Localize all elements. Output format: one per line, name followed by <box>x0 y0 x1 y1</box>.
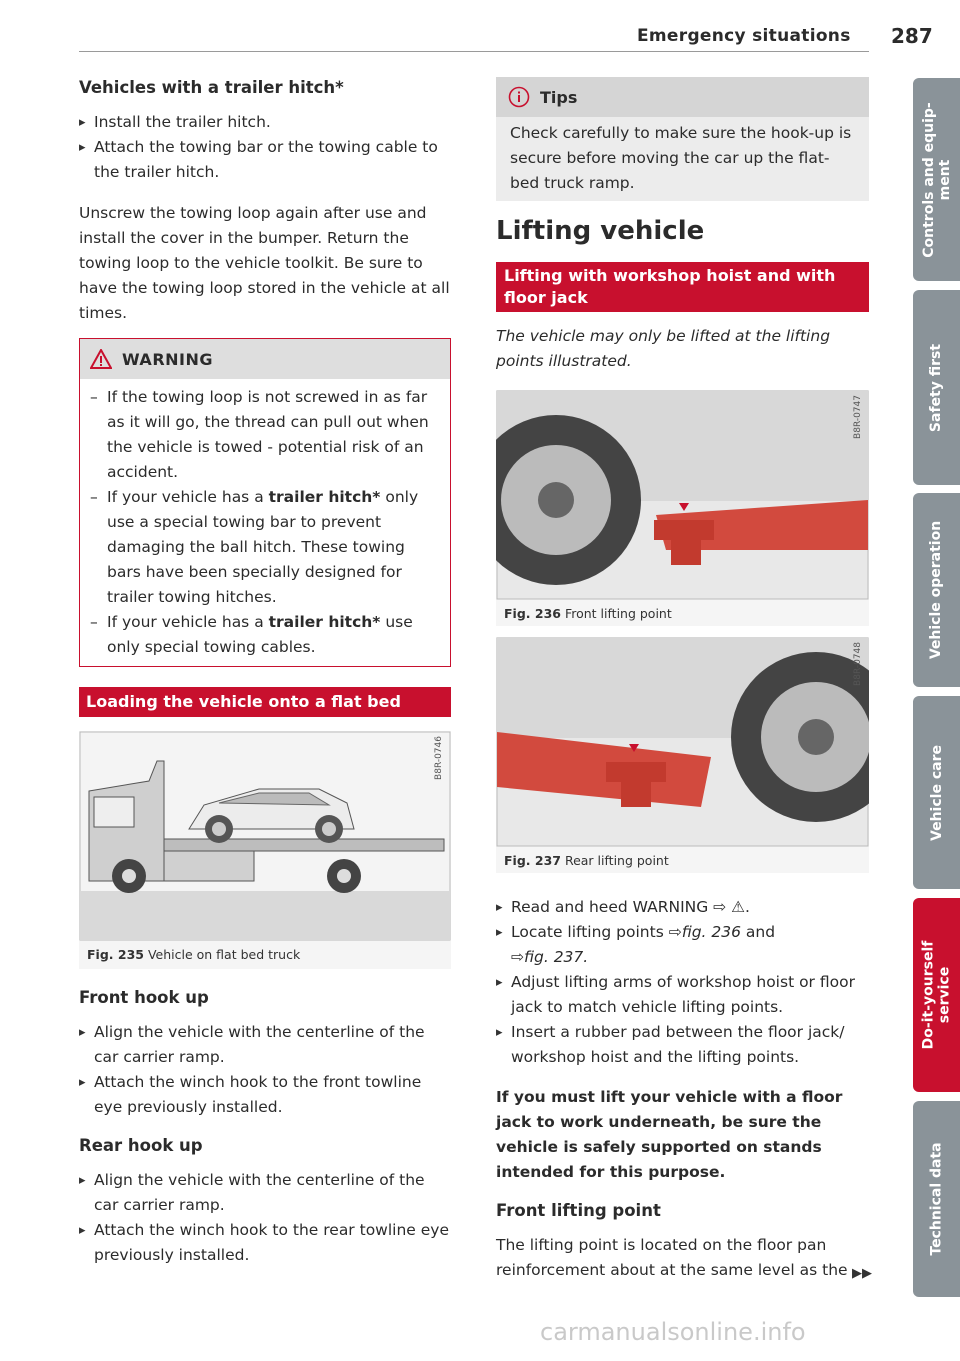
figure-code: B8R-0747 <box>853 395 863 439</box>
lifting-step: ▸ Locate lifting points ⇨fig. 236 and ⇨fig. 237. <box>496 920 869 970</box>
tips-label: Tips <box>540 87 578 107</box>
rear-hook-heading: Rear hook up <box>79 1136 203 1155</box>
tab-vehicle-operation[interactable]: Vehicle operation <box>913 493 960 687</box>
lifting-title: Lifting vehicle <box>496 216 705 246</box>
tips-text: Check carefully to make sure the hook-up is secure before moving the car up the flat-bed truck ramp. <box>510 124 852 192</box>
continue-arrow-icon: ▶▶ <box>852 1266 872 1281</box>
figure-236 <box>496 390 869 626</box>
warning-icon <box>90 349 112 369</box>
tab-controls-and-equipment[interactable]: Controls and equip- ment <box>913 78 960 281</box>
lifting-step: ▸ Insert a rubber pad between the floor jack/ workshop hoist and the lifting points. <box>496 1020 869 1070</box>
tips-box <box>496 77 869 201</box>
rear-lift-illustration <box>496 637 869 847</box>
lifting-subheading: Lifting with workshop hoist and with floor jack <box>496 262 869 312</box>
front-lift-illustration <box>496 390 869 600</box>
warning-item: – If your vehicle has a trailer hitch* only use a special towing bar to prevent damaging the ball hitch. These towing bars have been specially designed for trailer towing hitches. <box>80 485 440 610</box>
lifting-intro: The vehicle may only be lifted at the lifting points illustrated. <box>496 327 831 370</box>
header-rule <box>79 51 869 52</box>
figure-code: B8R-0746 <box>434 736 444 780</box>
running-header: Emergency situations <box>637 26 851 46</box>
figure-237 <box>496 637 869 873</box>
figure-caption: Fig. 236 Front lifting point <box>504 606 672 621</box>
loading-heading: Loading the vehicle onto a flat bed <box>79 687 451 717</box>
figure-code: B8R-0748 <box>853 642 863 686</box>
page-number: 287 <box>891 24 933 48</box>
warning-label: WARNING <box>122 349 213 369</box>
warning-item: – If the towing loop is not screwed in as far as it will go, the thread can pull out when the vehicle is towed - potential risk of an accident. <box>80 385 440 485</box>
front-point-heading: Front lifting point <box>496 1201 661 1220</box>
tab-do-it-yourself-service[interactable]: Do-it-yourself service <box>913 898 960 1092</box>
trailer-heading: Vehicles with a trailer hitch* <box>79 78 344 97</box>
tips-header <box>496 77 869 117</box>
trailer-step: ▸ Attach the towing bar or the towing cable to the trailer hitch. <box>79 135 451 185</box>
lifting-step: ▸ Adjust lifting arms of workshop hoist or floor jack to match vehicle lifting points. <box>496 970 869 1020</box>
warning-item: – If your vehicle has a trailer hitch* use only special towing cables. <box>80 610 440 660</box>
flatbed-truck-illustration <box>79 731 451 941</box>
tab-vehicle-care[interactable]: Vehicle care <box>913 696 960 889</box>
front-hook-heading: Front hook up <box>79 988 209 1007</box>
tab-safety-first[interactable]: Safety first <box>913 290 960 485</box>
figure-235 <box>79 731 451 969</box>
figure-caption: Fig. 237 Rear lifting point <box>504 853 669 868</box>
info-icon <box>508 86 530 108</box>
rear-hook-step: ▸ Attach the winch hook to the rear towline eye previously installed. <box>79 1218 451 1268</box>
unscrew-paragraph: Unscrew the towing loop again after use and install the cover in the bumper. Return the towing loop to the vehicle toolkit. Be sure to have the towing loop stored in the vehicle at all times. <box>79 204 450 322</box>
figure-caption: Fig. 235 Vehicle on flat bed truck <box>87 947 301 962</box>
trailer-step: ▸ Install the trailer hitch. <box>79 110 451 135</box>
warning-box <box>79 338 451 667</box>
trailer-section <box>79 76 451 326</box>
tab-technical-data[interactable]: Technical data <box>913 1101 960 1297</box>
hook-up-section <box>79 986 451 1268</box>
front-hook-step: ▸ Attach the winch hook to the front towline eye previously installed. <box>79 1070 451 1120</box>
front-hook-step: ▸ Align the vehicle with the centerline of the car carrier ramp. <box>79 1020 451 1070</box>
warning-header <box>80 339 450 379</box>
lifting-step: ▸ Read and heed WARNING ⇨ ⚠. <box>496 895 869 920</box>
rear-hook-step: ▸ Align the vehicle with the centerline of the car carrier ramp. <box>79 1168 451 1218</box>
safety-paragraph: If you must lift your vehicle with a floor jack to work underneath, be sure the vehicle is safely supported on stands intended for this purpose. <box>496 1088 843 1181</box>
front-point-text: The lifting point is located on the floor pan reinforcement about at the same level as the <box>496 1236 848 1279</box>
warning-body <box>80 379 450 666</box>
lifting-steps <box>496 895 869 1283</box>
watermark: carmanualsonline.info <box>540 1318 806 1346</box>
